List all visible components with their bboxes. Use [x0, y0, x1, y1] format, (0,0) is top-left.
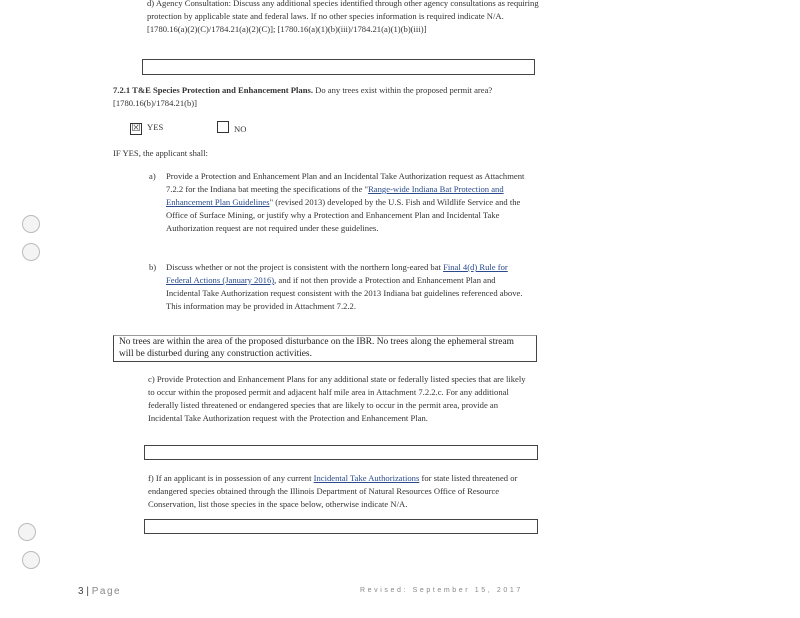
- item-b-text-1: Discuss whether or not the project is consistent with the northern long-eared bat: [166, 262, 444, 272]
- section-7-2-1-question: [113, 84, 528, 110]
- page-footer: [78, 586, 121, 597]
- revised-date: Revised: September 15, 2017: [360, 587, 523, 594]
- yes-label: YES: [147, 122, 164, 132]
- if-yes-text: IF YES, the applicant shall:: [113, 148, 208, 158]
- no-option[interactable]: [217, 121, 246, 136]
- binder-hole-1: [22, 215, 40, 233]
- incidental-take-link[interactable]: Incidental Take Authorizations: [313, 473, 420, 483]
- no-label: NO: [234, 124, 247, 134]
- item-f-text-1: f) If an applicant is in possession of any current: [148, 473, 314, 483]
- page-label: Page: [91, 586, 122, 597]
- item-c-text: c) Provide Protection and Enhancement Plans for any additional state or federally listed species that are likely to occur within the proposed permit and adjacent half mile area in Attachment 7.2.2.c. For any additional federally listed threatened or endangered species that are likely to occur in the permit area, provide an Incidental Take Authorization request with the Protection and Enhancement Plan.: [148, 374, 526, 423]
- section-d-text: d) Agency Consultation: Discuss any additional species identified through other agency consultations as requiring protection by applicable state and federal laws. If no other species information is required indicate N/A. [1780.16(a)(2)(C)/1784.21(a)(2)(C)]; [1780.16(a)(1)(b)(iii)/1784.21(a)(1)(b)(iii)]: [147, 0, 539, 34]
- binder-hole-2: [22, 243, 40, 261]
- footer-separator: |: [86, 586, 89, 597]
- binder-hole-4: [22, 551, 40, 569]
- bat-guidelines-link[interactable]: Range-wide Indiana Bat Protection and Enhancement Plan Guidelines: [166, 184, 504, 207]
- item-f-text-2: for state listed threatened or endangered species obtained through the Illinois Department of Natural Resources Office of Resource Conservation, list those species in the space below, otherwise indicate N/A.: [148, 473, 518, 509]
- section-heading: 7.2.1 T&E Species Protection and Enhancement Plans.: [113, 85, 313, 95]
- binder-hole-3: [18, 523, 36, 541]
- item-a-text: [166, 170, 526, 235]
- answer-text: No trees are within the area of the proposed disturbance on the IBR. No trees along the ephemeral stream will be disturbed during any construction activities.: [119, 337, 514, 359]
- item-a-text-2: " (revised 2013) developed by the U.S. Fish and Wildlife Service and the Office of Surface Mining, or justify why a Protection and Enhancement Plan and Incidental Take Authorization request are not required under these guidelines.: [166, 197, 521, 233]
- final-4d-rule-link[interactable]: Final 4(d) Rule for Federal Actions (January 2016): [166, 262, 508, 285]
- yes-checkbox[interactable]: ☒: [131, 123, 141, 134]
- item-b-text: [166, 261, 526, 313]
- no-checkbox[interactable]: [217, 121, 229, 133]
- item-c-answer-box[interactable]: [144, 445, 538, 460]
- item-b-marker: b): [149, 262, 157, 272]
- item-b-text-2: , and if not then provide a Protection and Enhancement Plan and Incidental Take Authorization request consistent with the 2013 Indiana bat guidelines referenced above. This information may be provided in Attachment 7.2.2.: [166, 275, 523, 311]
- item-f-text: [148, 472, 530, 511]
- yes-option[interactable]: [130, 121, 163, 135]
- section-d-answer-box[interactable]: [142, 59, 535, 75]
- question-text: Do any trees exist within the proposed permit area? [1780.16(b)/1784.21(b)]: [113, 85, 493, 108]
- item-a-marker: a): [149, 171, 156, 181]
- item-a-text-1: Provide a Protection and Enhancement Plan and an Incidental Take Authorization request as Attachment 7.2.2 for the Indiana bat meeting the specifications of the ": [166, 171, 525, 194]
- answer-box[interactable]: [113, 335, 537, 362]
- item-f-answer-box[interactable]: [144, 519, 538, 534]
- page-number: 3: [78, 586, 84, 597]
